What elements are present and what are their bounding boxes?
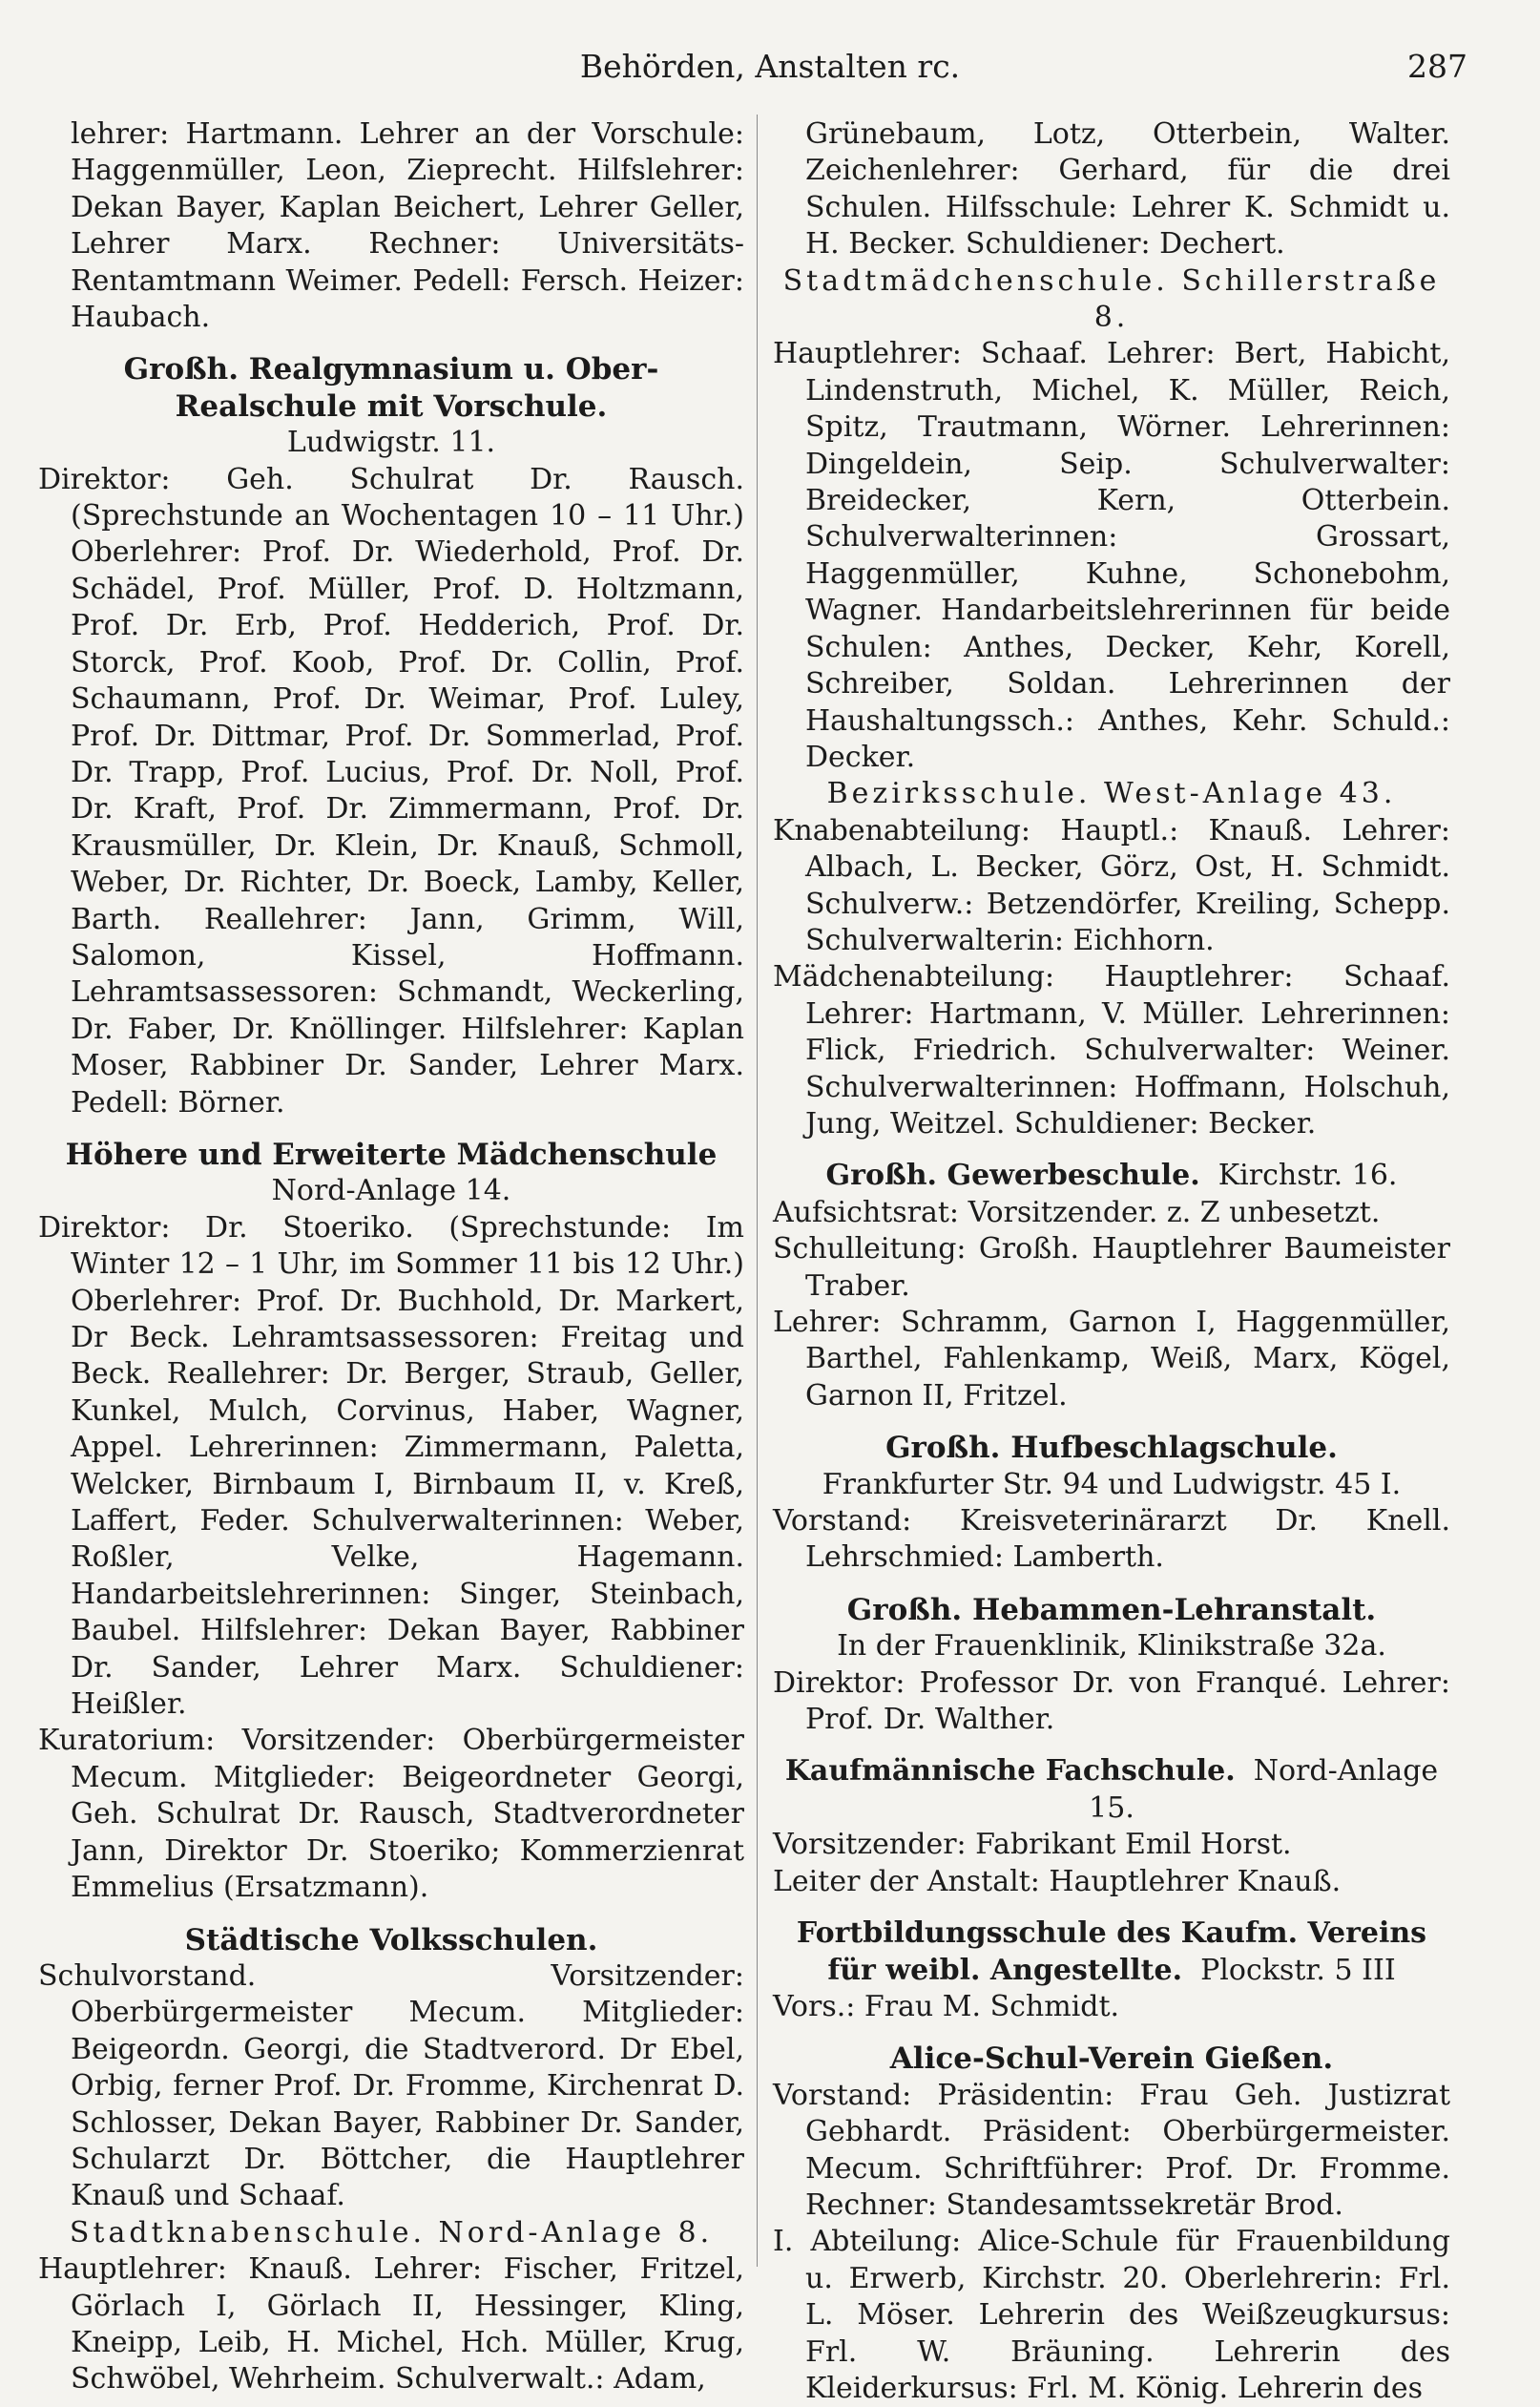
realgym-address: Ludwigstr. 11. <box>286 426 496 460</box>
kauf-vorsitzender: Vorsitzender: Fabrikant Emil Horst. <box>773 1828 1292 1862</box>
alice-vorstand: Vorstand: Präsidentin: Frau Geh. Justizrat Gebhardt. Präsident: Oberbürgermeister. Mecum. Schriftführer: Prof. Dr. Fromme. Rechner: Standesamtssekretär Brod. <box>773 2078 1450 2222</box>
huf-body: Vorstand: Kreisveterinärarzt Dr. Knell. Lehrschmied: Lamberth. <box>773 1504 1450 1575</box>
bezirk-maedchen: Mädchenabteilung: Hauptlehrer: Schaaf. Lehrer: Hartmann, V. Müller. Lehrerinnen: Flick, Friedrich. Schulverwalter: Weiner. Schulverwalterinnen: Hoffmann, Holschuh, Jung, Weitzel. Schuldiener: Becker. <box>773 960 1450 1141</box>
hebammen-address: In der Frauenklinik, Klinikstraße 32a. <box>837 1629 1386 1664</box>
knaben-body: Hauptlehrer: Knauß. Lehrer: Fischer, Fritzel, Görlach I, Görlach II, Hessinger, Kling, Kneipp, Leib, H. Michel, Hch. Müller, Krug, Schwöbel, Wehrheim. Schulverwalt.: Adam, <box>38 2252 744 2397</box>
running-title: Behörden, Anstalten rc. <box>579 48 961 85</box>
maedchen-body: Direktor: Dr. Stoeriko. (Sprechstunde: Im Winter 12 – 1 Uhr, im Sommer 11 bis 12 Uhr.) Oberlehrer: Prof. Dr. Buchhold, Dr. Markert, Dr Beck. Lehramtsassessoren: Freitag und Beck. Reallehrer: Dr. Berger, Straub, Geller, Kunkel, Mulch, Corvinus, Haber, Wagner, Appel. Lehrerinnen: Zimmermann, Paletta, Welcker, Birnbaum I, Birnbaum II, v. Kreß, Laffert, Feder. Schulverwalterinnen: Weber, Roßler, Velke, Hagemann. Handarbeitslehrerinnen: Singer, Steinbach, Baubel. Hilfslehrer: Dekan Bayer, Rabbiner Dr. Sander, Lehrer Marx. Schuldiener: Heißler. <box>38 1210 744 1722</box>
kauf-heading: Kaufmännische Fachschule. <box>784 1754 1236 1789</box>
kauf-address: Nord-Anlage 15. <box>1089 1754 1439 1825</box>
realgym-body: Direktor: Geh. Schulrat Dr. Rausch. (Sprechstunde an Wochentagen 10 – 11 Uhr.) Oberlehrer: Prof. Dr. Wiederhold, Prof. Dr. Schädel, Prof. Müller, Prof. D. Holtzmann, Prof. Dr. Erb, Prof. Hedderich, Prof. Dr. Storck, Prof. Koob, Prof. Dr. Collin, Prof. Schaumann, Prof. Dr. Weimar, Prof. Luley, Prof. Dr. Dittmar, Prof. Dr. Sommerlad, Prof. Dr. Trapp, Prof. Lucius, Prof. Dr. Noll, Prof. Dr. Kraft, Prof. Dr. Zimmermann, Prof. Dr. Krausmüller, Dr. Klein, Dr. Knauß, Schmoll, Weber, Dr. Richter, Dr. Boeck, Lamby, Keller, Barth. Reallehrer: Jann, Grimm, Will, Salomon, Kissel, Hoffmann. Lehramtsassessoren: Schmandt, Weckerling, Dr. Faber, Dr. Knöllinger. Hilfslehrer: Kaplan Moser, Rabbiner Dr. Sander, Lehrer Marx. Pedell: Börner. <box>38 462 744 1120</box>
maedchen-heading: Höhere und Erweiterte Mädchenschule <box>65 1137 718 1172</box>
gewerbe-heading: Großh. Gewerbeschule. <box>825 1159 1200 1193</box>
alice-heading: Alice-Schul-Verein Gießen. <box>889 2041 1334 2077</box>
kauf-heading-line <box>773 1753 1450 1827</box>
hebammen-heading: Großh. Hebammen-Lehranstalt. <box>846 1592 1377 1627</box>
realgym-heading: Großh. Realgymnasium u. Ober-Realschule mit Vorschule. <box>123 352 659 424</box>
gewerbe-heading-line <box>773 1158 1450 1194</box>
knaben-continuation: Grünebaum, Lotz, Otterbein, Walter. Zeichenlehrer: Gerhard, für die drei Schulen. Hilfsschule: Lehrer K. Schmidt u. H. Becker. Schuldiener: Dechert. <box>805 117 1450 262</box>
page-header <box>57 42 1483 92</box>
knaben-heading: Stadtknabenschule. Nord-Anlage 8. <box>69 2215 714 2250</box>
huf-heading: Großh. Hufbeschlagschule. <box>885 1431 1338 1466</box>
hebammen-body: Direktor: Professor Dr. von Franqué. Lehrer: Prof. Dr. Walther. <box>773 1665 1450 1737</box>
kuratorium-paragraph: Kuratorium: Vorsitzender: Oberbürgermeister Mecum. Mitglieder: Beigeordneter Georgi, Geh. Schulrat Dr. Rausch, Stadtverordneter Jann, Direktor Dr. Stoeriko; Kommerzienrat Emmelius (Ersatzmann). <box>38 1724 744 1905</box>
gewerbe-address: Kirchstr. 16. <box>1217 1159 1398 1193</box>
column-divider <box>757 115 758 2267</box>
stadtmaedchen-body: Hauptlehrer: Schaaf. Lehrer: Bert, Habicht, Lindenstruth, Michel, K. Müller, Reich, Spitz, Trautmann, Wörner. Lehrerinnen: Dingeldein, Seip. Schulverwalter: Breidecker, Kern, Otterbein. Schulverwalterinnen: Grossart, Haggenmüller, Kuhne, Schonebohm, Wagner. Handarbeitslehrerinnen für beide Schulen: Anthes, Decker, Kehr, Korell, Schreiber, Soldan. Lehrerinnen der Haushaltungssch.: Anthes, Kehr. Schuld.: Decker. <box>773 337 1450 774</box>
right-column <box>773 116 1450 2407</box>
alice-abteilung: I. Abteilung: Alice-Schule für Frauenbildung u. Erwerb, Kirchstr. 20. Oberlehrerin: Frl. L. Möser. Lehrerin des Weißzeugkursus: Frl. W. Bräuning. Lehrerin des Kleiderkursus: Frl. M. König. Lehrerin des <box>773 2225 1450 2405</box>
page-number: 287 <box>1407 48 1467 85</box>
maedchen-address: Nord-Anlage 14. <box>271 1174 511 1208</box>
gewerbe-lehrer: Lehrer: Schramm, Garnon I, Haggenmüller, Barthel, Fahlenkamp, Weiß, Marx, Kögel, Garnon II, Fritzel. <box>773 1306 1450 1413</box>
huf-address: Frankfurter Str. 94 und Ludwigstr. 45 I. <box>822 1467 1402 1501</box>
bezirk-knaben: Knabenabteilung: Hauptl.: Knauß. Lehrer: Albach, L. Becker, Görz, Ost, H. Schmidt. Schulverw.: Betzendörfer, Kreiling, Schepp. Schulverwalterin: Eichhorn. <box>773 813 1450 957</box>
stadtmaedchen-heading: Stadtmädchenschule. Schillerstraße 8. <box>782 263 1441 335</box>
bezirk-heading: Bezirksschule. West-Anlage 43. <box>826 777 1397 811</box>
schulvorstand-paragraph: Schulvorstand. Vorsitzender: Oberbürgermeister Mecum. Mitglieder: Beigeordn. Georgi, die Stadtverord. Dr Ebel, Orbig, ferner Prof. Dr. Fromme, Kirchenrat D. Schlosser, Dekan Bayer, Rabbiner Dr. Sander, Schularzt Dr. Böttcher, die Hauptlehrer Knauß und Schaaf. <box>38 1958 744 2213</box>
left-column <box>38 116 744 2398</box>
gewerbe-leitung: Schulleitung: Großh. Hauptlehrer Baumeister Traber. <box>773 1232 1450 1303</box>
kauf-leiter: Leiter der Anstalt: Hauptlehrer Knauß. <box>773 1864 1342 1898</box>
intro-paragraph: lehrer: Hartmann. Lehrer an der Vorschule: Haggenmüller, Leon, Zieprecht. Hilfslehrer: Dekan Bayer, Kaplan Beichert, Lehrer Geller, Lehrer Marx. Rechner: Universitäts-Rentamtmann Weimer. Pedell: Fersch. Heizer: Haubach. <box>71 117 744 335</box>
fortb-address: Plockstr. 5 III <box>1200 1953 1396 1987</box>
gewerbe-aufsicht: Aufsichtsrat: Vorsitzender. z. Z unbesetzt. <box>773 1195 1381 1229</box>
volks-heading: Städtische Volksschulen. <box>184 1922 598 1957</box>
fortb-heading: Fortbildungsschule des Kaufm. Vereins für weibl. Angestellte. <box>796 1916 1427 1987</box>
fortb-heading-line <box>773 1915 1450 1989</box>
fortb-body: Vors.: Frau M. Schmidt. <box>773 1989 1120 2023</box>
